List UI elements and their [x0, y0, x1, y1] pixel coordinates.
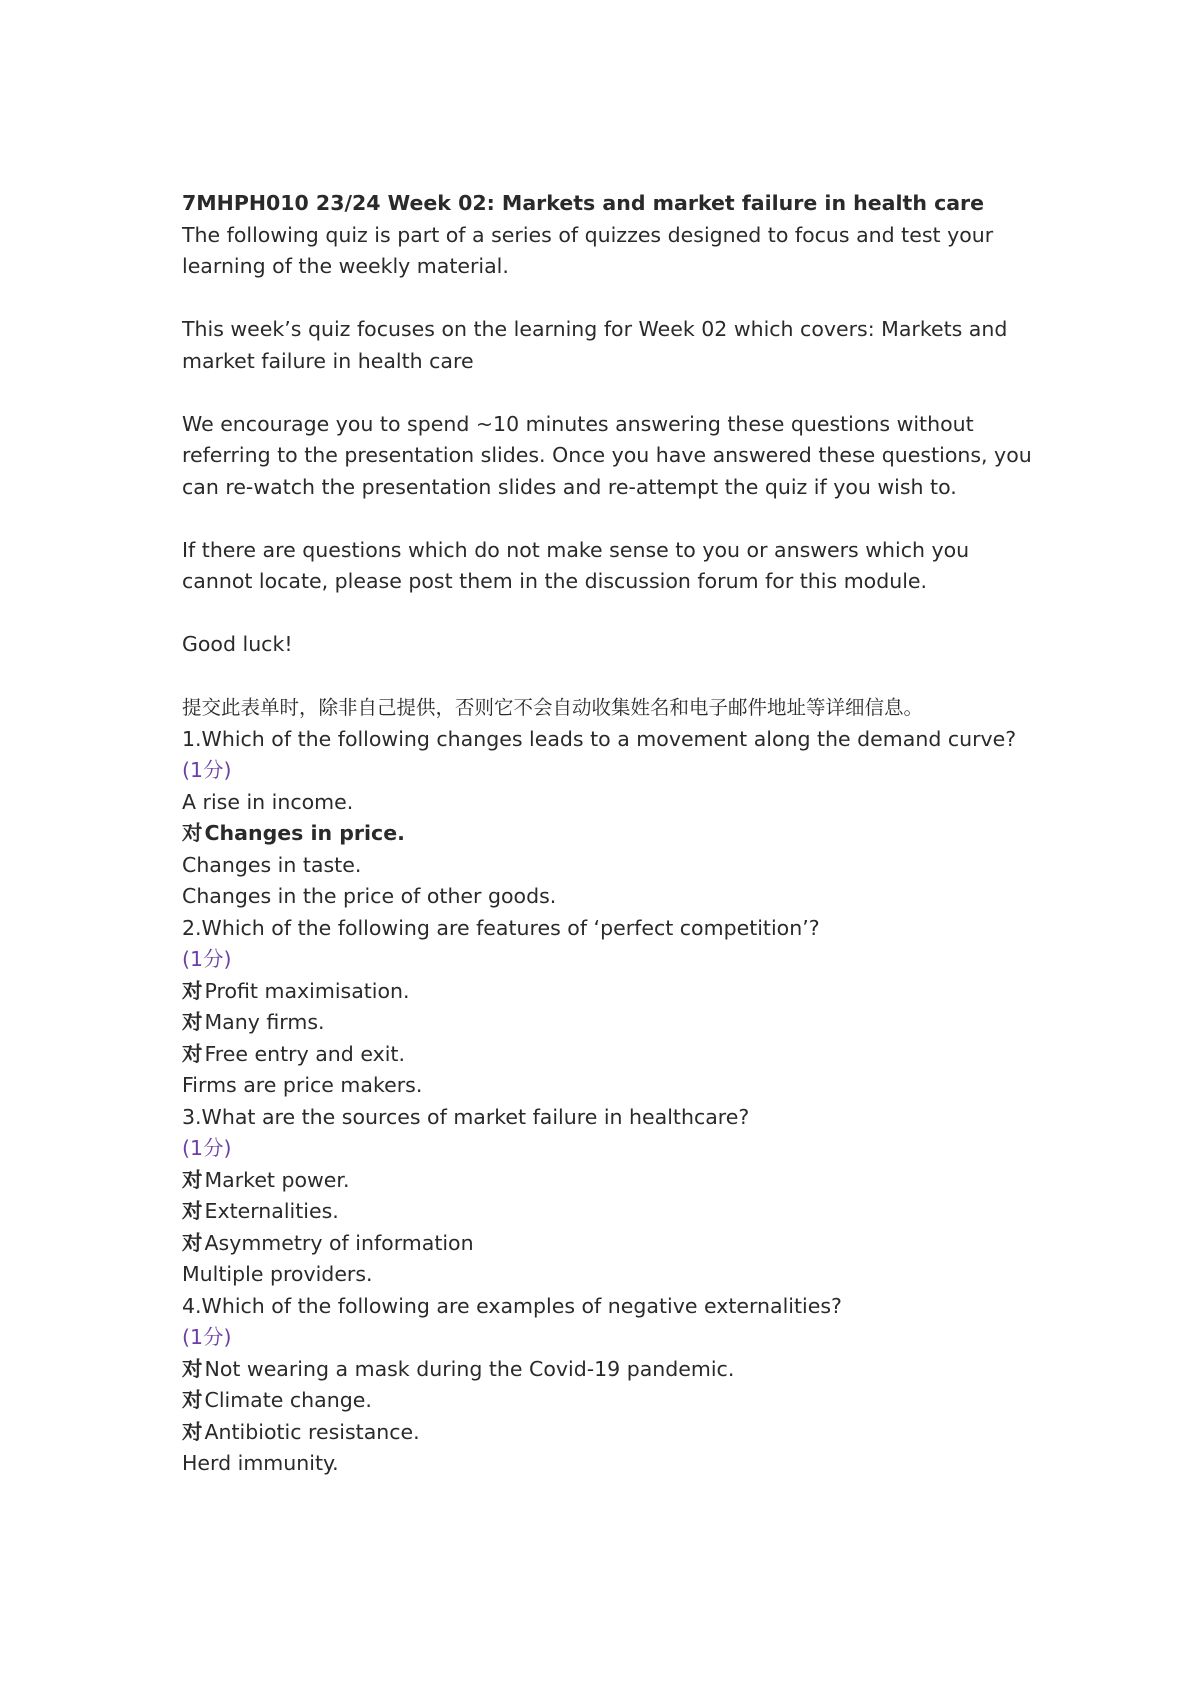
question-points: (1分) [182, 1136, 232, 1160]
correct-mark: 对 [182, 821, 203, 845]
quiz-document [182, 188, 1032, 1480]
answer-option-label: Market power. [204, 1167, 350, 1192]
answer-option [182, 1417, 1032, 1449]
answer-option [182, 881, 1032, 913]
question-text: 2.Which of the following are features of ‘perfect competition’? [182, 915, 820, 940]
question-block [182, 724, 1032, 913]
answer-option [182, 1448, 1032, 1480]
good-luck-text: Good luck! [182, 632, 293, 656]
correct-mark: 对 [182, 1356, 203, 1381]
correct-mark: 对 [182, 1010, 203, 1034]
question-points: (1分) [182, 758, 232, 782]
answer-option [182, 850, 1032, 882]
answer-option-label: Externalities. [204, 1199, 339, 1223]
correct-mark: 对 [182, 1167, 203, 1192]
answer-option [182, 1385, 1032, 1417]
answer-option [182, 1039, 1032, 1071]
correct-mark: 对 [182, 1199, 203, 1223]
question-points: (1分) [182, 947, 232, 971]
intro-paragraph: The following quiz is part of a series of quizzes designed to focus and test your learning of the weekly material. [182, 222, 994, 278]
answer-option [182, 818, 1032, 850]
quiz-title: 7MHPH010 23/24 Week 02: Markets and market failure in health care [182, 191, 985, 215]
answer-option-label: Asymmetry of information [204, 1230, 474, 1255]
answer-option [182, 1165, 1032, 1197]
privacy-notice: 提交此表单时，除非自己提供，否则它不会自动收集姓名和电子邮件地址等详细信息。 [182, 696, 924, 719]
answer-option [182, 976, 1032, 1008]
question-text: 1.Which of the following changes leads to a movement along the demand curve? [182, 726, 1017, 751]
answer-option-label: Free entry and exit. [204, 1041, 405, 1066]
intro-paragraph: If there are questions which do not make sense to you or answers which you cannot locate, please post them in the discussion forum for this module. [182, 537, 970, 593]
correct-mark: 对 [182, 1388, 203, 1412]
intro-paragraph: We encourage you to spend ~10 minutes answering these questions without referring to the presentation slides. Once you have answered these questions, you can re-watch the presentation slides and re-attempt the quiz if you wish to. [182, 411, 1032, 499]
answer-option [182, 1259, 1032, 1291]
answer-option-label: Changes in the price of other goods. [182, 884, 557, 908]
answer-option-label: Firms are price makers. [182, 1073, 423, 1097]
answer-option [182, 1228, 1032, 1260]
question-text: 4.Which of the following are examples of negative externalities? [182, 1293, 842, 1318]
answer-option [182, 787, 1032, 819]
correct-mark: 对 [182, 978, 203, 1003]
answer-option-label: Herd immunity. [182, 1451, 339, 1475]
question-text: 3.What are the sources of market failure in healthcare? [182, 1104, 750, 1129]
correct-mark: 对 [182, 1419, 203, 1444]
answer-option-label: Antibiotic resistance. [204, 1419, 420, 1444]
question-list [182, 724, 1032, 1480]
intro-paragraph: This week’s quiz focuses on the learning for Week 02 which covers: Markets and market failure in health care [182, 317, 1008, 373]
question-block [182, 1102, 1032, 1291]
answer-option-label: Changes in taste. [182, 852, 362, 877]
answer-option [182, 1070, 1032, 1102]
correct-mark: 对 [182, 1230, 203, 1255]
answer-option-label: A rise in income. [182, 789, 354, 814]
question-points: (1分) [182, 1325, 232, 1349]
answer-option-label: Profit maximisation. [204, 978, 410, 1003]
answer-option-label: Not wearing a mask during the Covid-19 pandemic. [204, 1356, 735, 1381]
question-block [182, 913, 1032, 1102]
answer-option-label: Changes in price. [204, 821, 405, 845]
answer-option-label: Climate change. [204, 1388, 372, 1412]
answer-option [182, 1007, 1032, 1039]
correct-mark: 对 [182, 1041, 203, 1066]
answer-option-label: Multiple providers. [182, 1262, 373, 1286]
answer-option [182, 1196, 1032, 1228]
question-block [182, 1291, 1032, 1480]
answer-option-label: Many firms. [204, 1010, 325, 1034]
answer-option [182, 1354, 1032, 1386]
